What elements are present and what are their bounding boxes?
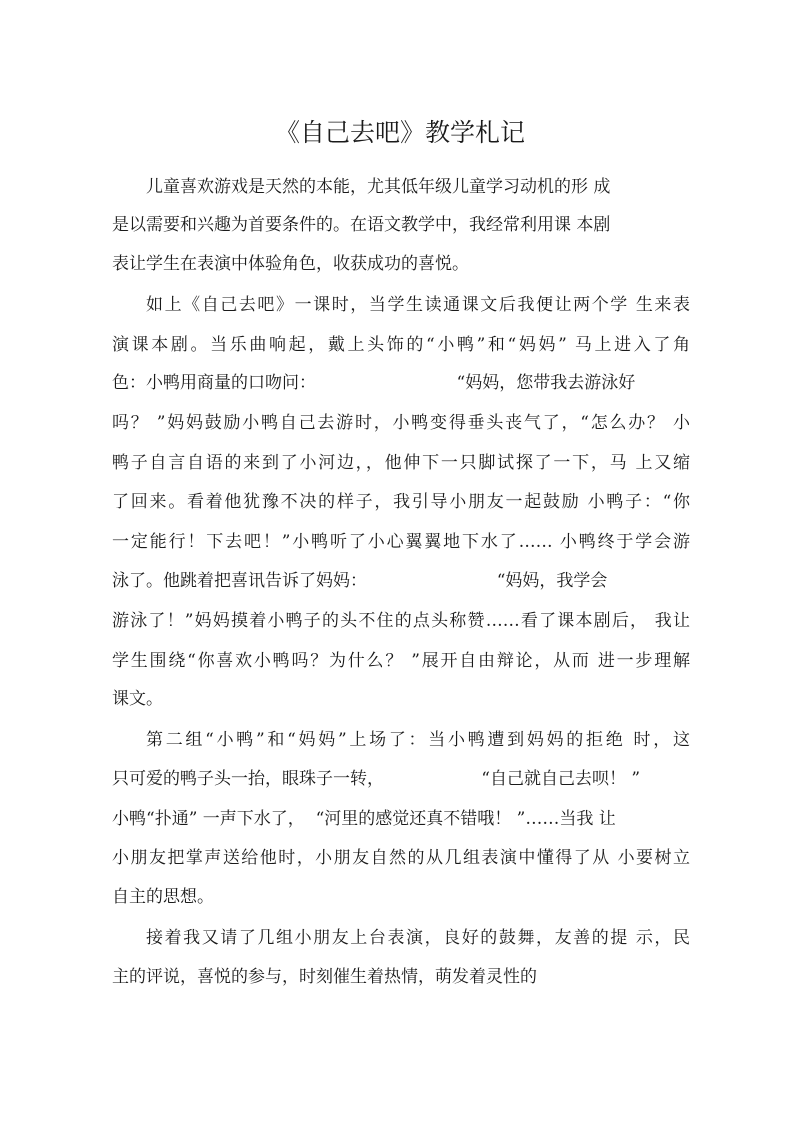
paragraph-1-line-1: 儿童喜欢游戏是天然的本能，尤其低年级儿童学习动机的形 成 — [146, 177, 611, 197]
paragraph-2-line-11: 课文。 — [112, 689, 163, 709]
paragraph-2-line-8: 泳了。他跳着把喜讯告诉了妈妈： “妈妈，我学会 — [112, 571, 608, 591]
paragraph-2-line-7: 一定能行！下去吧！”小鸭听了小心翼翼地下水了…… 小鸭终于学会游 — [112, 532, 690, 552]
paragraph-3-line-1: 第二组“小鸭”和“妈妈”上场了：当小鸭遭到妈妈的拒绝 时，这 — [146, 730, 690, 750]
paragraph-1-line-3: 表让学生在表演中体验角色，收获成功的喜悦。 — [112, 254, 469, 274]
document-title: 《自己去吧》教学札记 — [274, 118, 525, 147]
paragraph-3-line-4: 小朋友把掌声送给他时，小朋友自然的从几组表演中懂得了从 小要树立 — [112, 848, 690, 868]
paragraph-4-line-2: 主的评说，喜悦的参与，时刻催生着热情，萌发着灵性的 — [112, 967, 537, 987]
paragraph-1-line-2: 是以需要和兴趣为首要条件的。在语文教学中，我经常利用课 本剧 — [112, 215, 611, 235]
paragraph-2-line-6: 了回来。看着他犹豫不决的样子，我引导小朋友一起鼓励 小鸭子：“你 — [112, 492, 690, 512]
paragraph-3-line-5: 自主的思想。 — [112, 887, 214, 907]
paragraph-2-line-9: 游泳了！”妈妈摸着小鸭子的头不住的点头称赞……看了课本剧后， 我让 — [112, 611, 690, 631]
paragraph-3-line-2: 只可爱的鸭子头一抬，眼珠子一转， “自己就自己去呗！ ” — [112, 769, 641, 789]
paragraph-4-line-1: 接着我又请了几组小朋友上台表演，良好的鼓舞，友善的提 示，民 — [146, 928, 690, 948]
paragraph-3-line-3: 小鸭“扑通” 一声下水了， “河里的感觉还真不错哦！ ”……当我 让 — [112, 809, 616, 829]
paragraph-2-line-4: 吗？ ”妈妈鼓励小鸭自己去游时，小鸭变得垂头丧气了，“怎么办？ 小 — [112, 413, 690, 433]
paragraph-2-line-2: 演课本剧。当乐曲响起，戴上头饰的“小鸭”和“妈妈” 马上进入了角 — [112, 335, 690, 355]
paragraph-2-line-1: 如上《自己去吧》一课时，当学生读通课文后我便让两个学 生来表 — [146, 295, 690, 315]
paragraph-2-line-10: 学生围绕“你喜欢小鸭吗？为什么？ ”展开自由辩论，从而 进一步理解 — [112, 651, 690, 671]
paragraph-2-line-3: 色：小鸭用商量的口吻问： “妈妈，您带我去游泳好 — [112, 373, 636, 393]
paragraph-2-line-5: 鸭子自言自语的来到了小河边，，他伸下一只脚试探了一下，马 上又缩 — [112, 453, 690, 473]
